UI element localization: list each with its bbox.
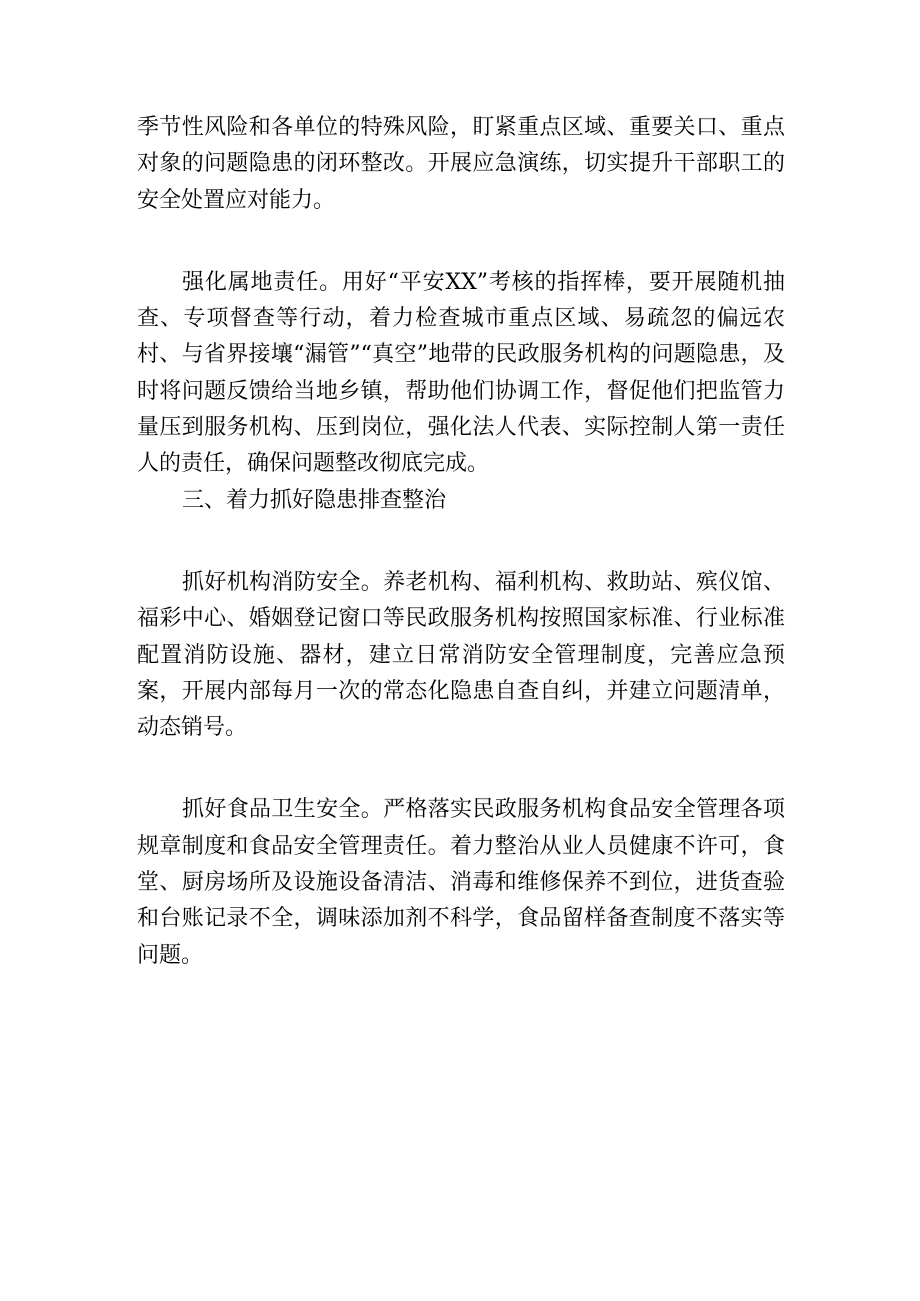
paragraph-fire-safety: 抓好机构消防安全。养老机构、福利机构、救助站、殡仪馆、福彩中心、婚姻登记窗口等民政服务机构按照国家标准、行业标准配置消防设施、器材，建立日常消防安全管理制度，完善应急预案，开展内部每月一次的常态化隐患自查自纠，并建立问题清单，动态销号。 xyxy=(137,569,785,741)
section-heading-hazard-inspection: 三、着力抓好隐患排查整治 xyxy=(182,487,447,513)
paragraph-territorial-responsibility: 强化属地责任。用好“平安XX”考核的指挥棒，要开展随机抽查、专项督查等行动，着力检查城市重点区域、易疏忽的偏远农村、与省界接壤“漏管”“真空”地带的民政服务机构的问题隐患，及时将问题反馈给当地乡镇，帮助他们协调工作，督促他们把监管力量压到服务机构、压到岗位，强化法人代表、实际控制人第一责任人的责任，确保问题整改彻底完成。 xyxy=(137,269,785,477)
paragraph-food-safety: 抓好食品卫生安全。严格落实民政服务机构食品安全管理各项规章制度和食品安全管理责任。着力整治从业人员健康不许可，食堂、厨房场所及设施设备清洁、消毒和维修保养不到位，进货查验和台账记录不全，调味添加剂不科学，食品留样备查制度不落实等问题。 xyxy=(137,797,785,968)
paragraph-continued-risk: 季节性风险和各单位的特殊风险，盯紧重点区域、重要关口、重点对象的问题隐患的闭环整改。开展应急演练，切实提升干部职工的安全处置应对能力。 xyxy=(137,115,785,213)
document-page xyxy=(137,110,785,974)
